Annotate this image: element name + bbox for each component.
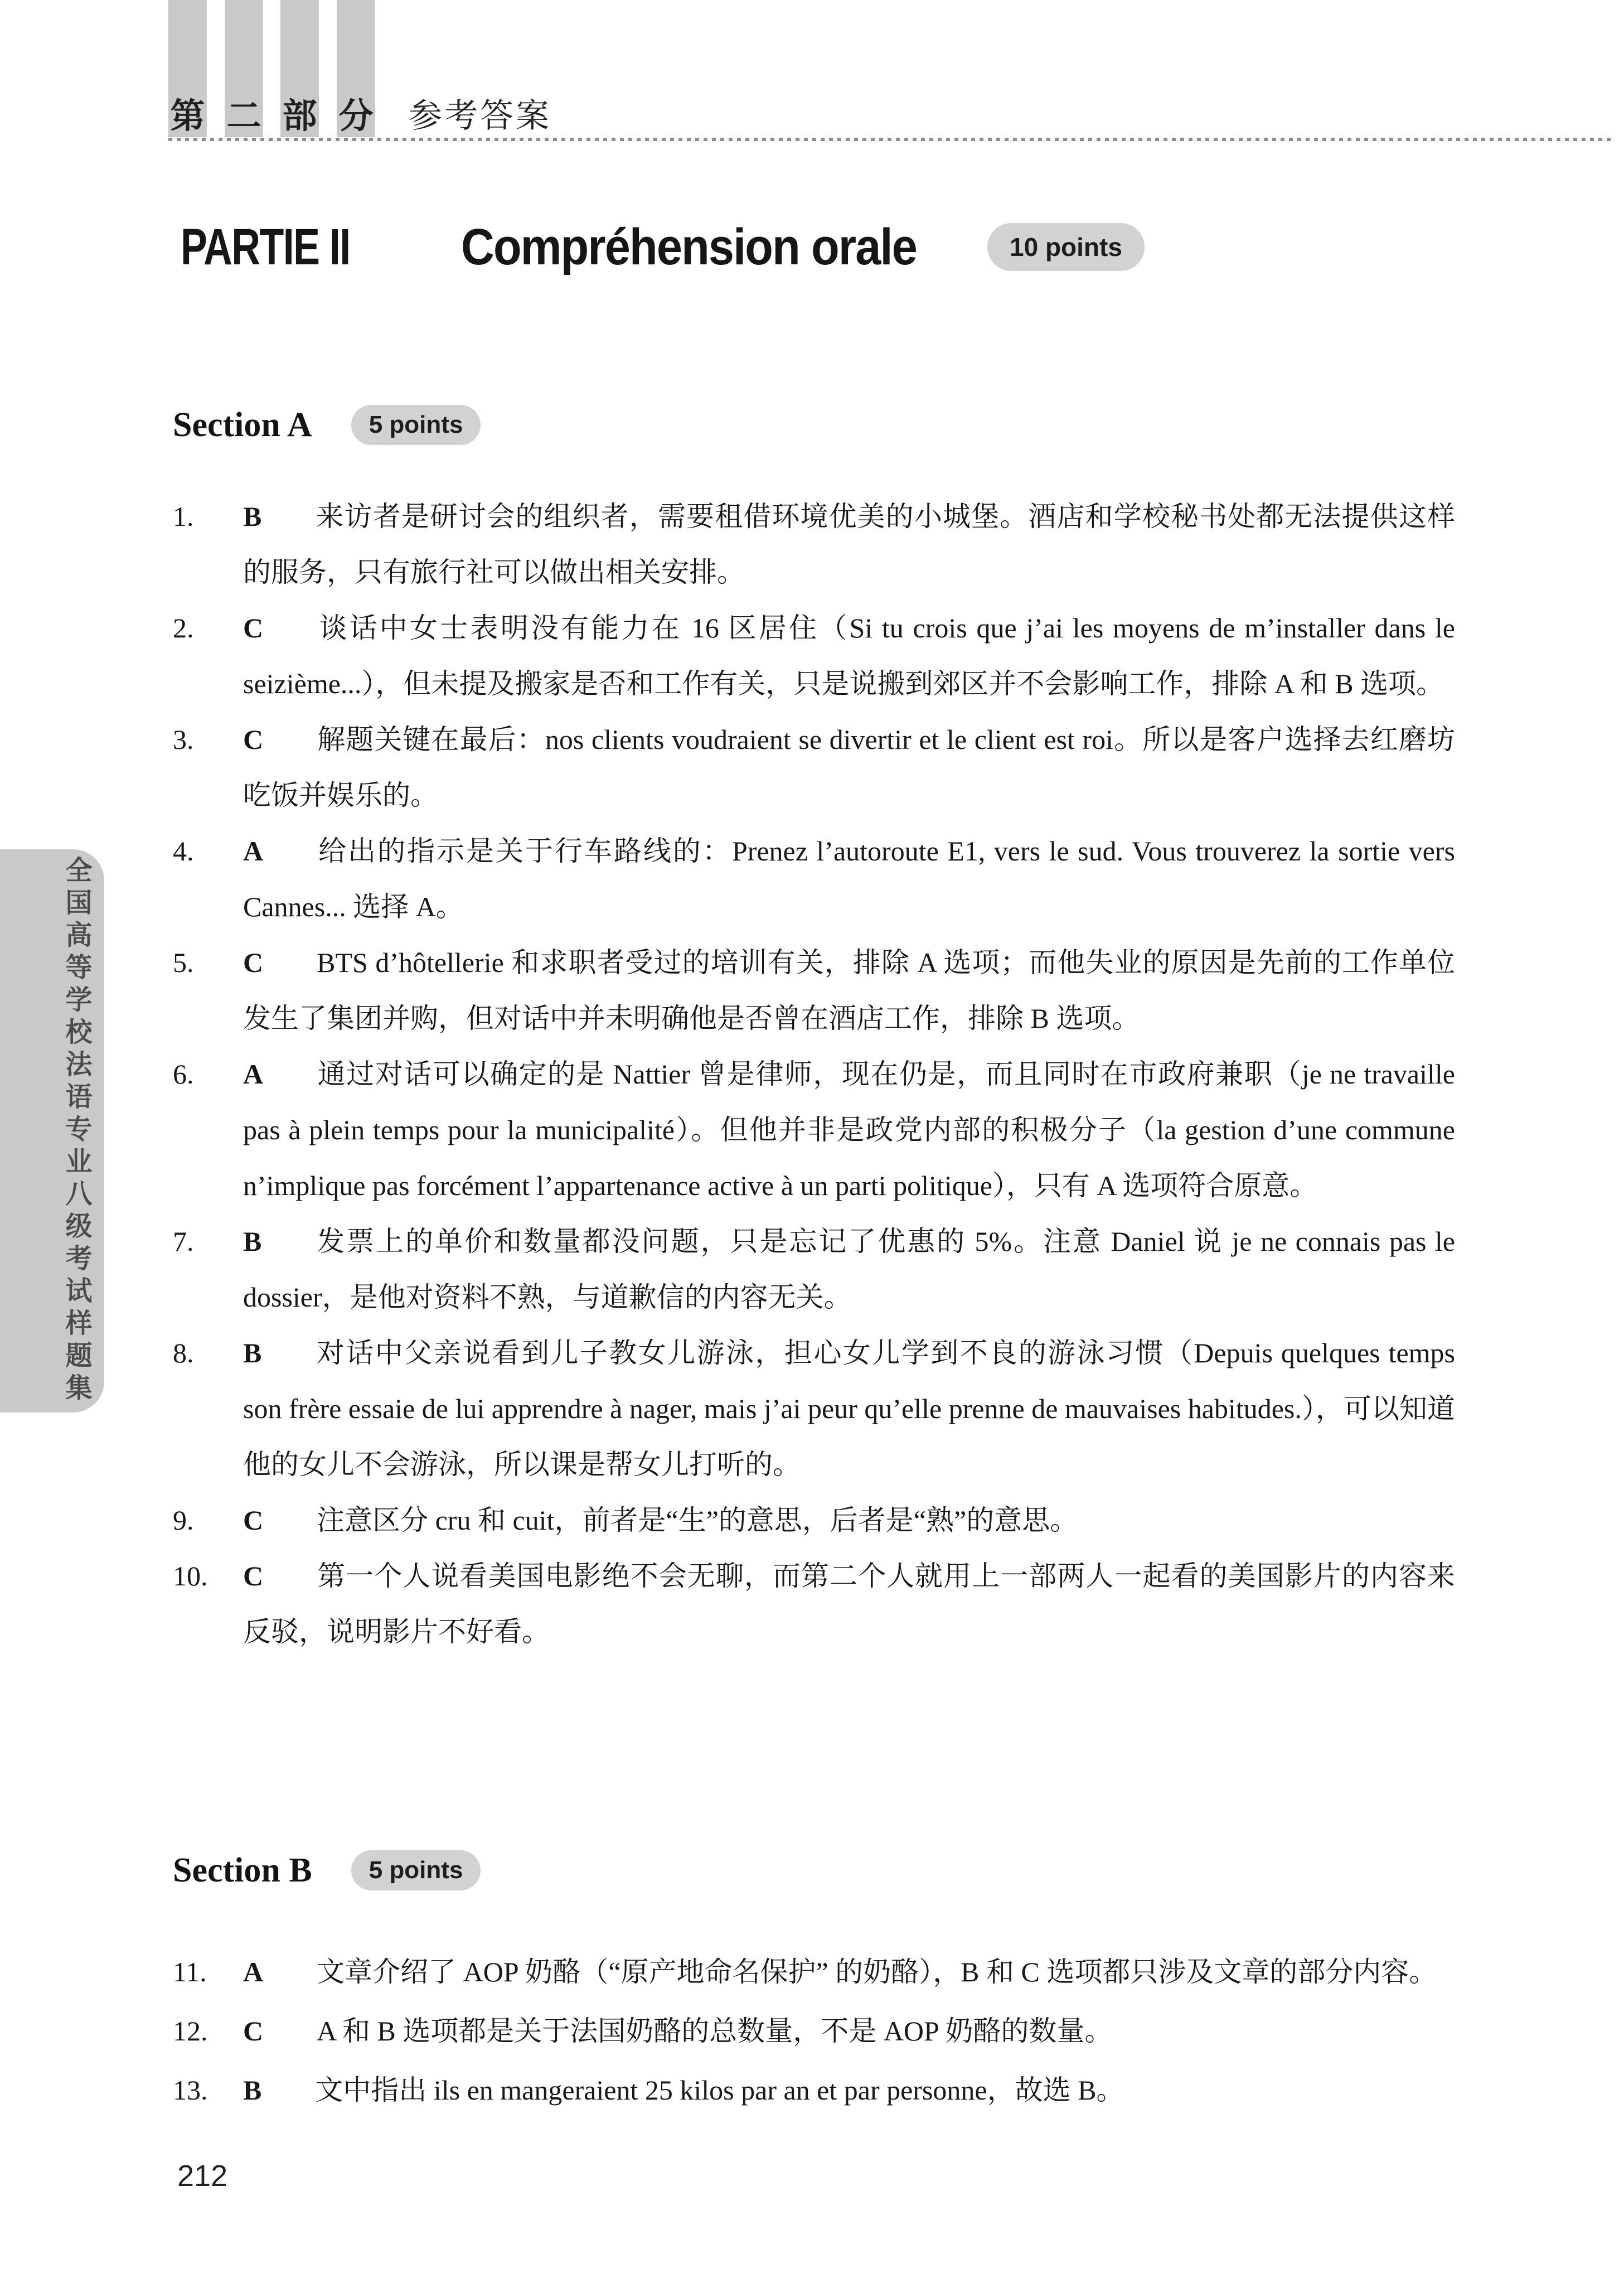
item-explanation: 文章介绍了 AOP 奶酪（“原产地命名保护” 的奶酪），B 和 C 选项都只涉及文章的部分内容。 <box>317 1956 1437 1988</box>
header-dotted-divider <box>168 138 1613 141</box>
sidebar-tab <box>0 849 104 1413</box>
item-body <box>243 823 1455 935</box>
answer-letter: C <box>243 2015 264 2047</box>
section-label: Section B <box>173 1851 312 1890</box>
item-number: 6. <box>173 1058 194 1090</box>
answer-letter: C <box>243 612 264 644</box>
item-body <box>243 1942 1455 2001</box>
item-number: 4. <box>173 835 194 867</box>
header-bar <box>337 0 375 137</box>
item-explanation: 给出的指示是关于行车路线的：Prenez l’autoroute E1, vers le sud. Vous trouverez la sortie vers Cannes... 选择 A。 <box>243 835 1455 923</box>
answer-letter: A <box>243 1956 264 1988</box>
answer-letter: B <box>243 2074 262 2106</box>
answer-section <box>173 1817 1455 2120</box>
item-explanation: 注意区分 cru 和 cuit，前者是“生”的意思，后者是“熟”的意思。 <box>317 1505 1078 1536</box>
title-points-badge: 10 points <box>987 223 1145 271</box>
item-number: 3. <box>173 724 194 756</box>
section-heading <box>173 1845 1455 1895</box>
header-part-char: 分 <box>338 97 374 136</box>
answer-item <box>173 2001 1455 2060</box>
answer-item <box>173 1548 1455 1660</box>
answer-item <box>173 1942 1455 2001</box>
item-body <box>243 712 1455 823</box>
item-body <box>243 488 1455 600</box>
header-part-char: 部 <box>282 97 317 136</box>
item-body <box>243 600 1455 712</box>
item-explanation: 发票上的单价和数量都没问题，只是忘记了优惠的 5%。注意 Daniel 说 je ne connais pas le dossier，是他对资料不熟，与道歉信的内容无关。 <box>243 1226 1455 1313</box>
page-title-part: PARTIE II <box>181 219 350 275</box>
item-body <box>243 935 1455 1046</box>
page-title <box>181 219 1455 275</box>
answer-item <box>173 1046 1455 1213</box>
header-subtitle: 参考答案 <box>409 97 551 134</box>
answer-item <box>173 712 1455 823</box>
item-number: 9. <box>173 1505 194 1536</box>
answer-item <box>173 1325 1455 1492</box>
answer-letter: A <box>243 835 264 867</box>
answer-list <box>173 1942 1455 2120</box>
answer-letter: C <box>243 947 264 979</box>
item-number: 7. <box>173 1226 194 1257</box>
answer-item <box>173 1213 1455 1325</box>
item-body <box>243 1046 1455 1213</box>
answer-letter: C <box>243 1560 264 1592</box>
item-number: 12. <box>173 2015 208 2047</box>
section-points-badge: 5 points <box>351 1850 481 1890</box>
section-label: Section A <box>173 406 312 444</box>
header-bar <box>280 0 319 137</box>
item-number: 1. <box>173 501 194 533</box>
item-explanation: 文中指出 ils en mangeraient 25 kilos par an et par personne，故选 B。 <box>315 2074 1124 2106</box>
header-bar <box>225 0 263 137</box>
answer-letter: B <box>243 1226 262 1257</box>
answer-letter: C <box>243 724 264 756</box>
page-number: 212 <box>177 2159 228 2193</box>
answer-item <box>173 488 1455 600</box>
item-body <box>243 2060 1455 2120</box>
item-explanation: 对话中父亲说看到儿子教女儿游泳，担心女儿学到不良的游泳习惯（Depuis quelques temps son frère essaie de lui apprendre à nager, mais j’ai peur qu’elle prenne de mauvaises habitudes.），可以知道他的女儿不会游泳，所以课是帮女儿打听的。 <box>243 1337 1455 1481</box>
header-part-char: 二 <box>226 97 261 136</box>
item-number: 11. <box>173 1956 207 1988</box>
header-part-char: 第 <box>170 97 205 136</box>
answer-letter: B <box>243 501 262 533</box>
item-explanation: 谈话中女士表明没有能力在 16 区居住（Si tu crois que j’ai les moyens de m’installer dans le seizième...），但未提及搬家是否和工作有关，只是说搬到郊区并不会影响工作，排除 A 和 B 选项。 <box>243 612 1455 700</box>
item-body <box>243 2001 1455 2060</box>
item-body <box>243 1548 1455 1660</box>
section-points-badge: 5 points <box>351 405 481 445</box>
section-heading <box>173 400 1455 450</box>
answer-item <box>173 935 1455 1046</box>
item-body <box>243 1213 1455 1325</box>
item-body <box>243 1325 1455 1492</box>
item-explanation: 通过对话可以确定的是 Nattier 曾是律师，现在仍是，而且同时在市政府兼职（je ne travaille pas à plein temps pour la municipalité）。但他并非是政党内部的积极分子（la gestion d’une commune n’implique pas forcément l’appartenance active à un parti politique），只有 A 选项符合原意。 <box>243 1058 1455 1202</box>
answer-item <box>173 600 1455 712</box>
item-number: 8. <box>173 1337 194 1369</box>
answer-letter: B <box>243 1337 262 1369</box>
header-bar <box>168 0 207 137</box>
item-number: 13. <box>173 2074 208 2106</box>
answer-letter: A <box>243 1058 264 1090</box>
item-explanation: 第一个人说看美国电影绝不会无聊，而第二个人就用上一部两人一起看的美国影片的内容来反驳，说明影片不好看。 <box>243 1560 1455 1648</box>
item-number: 2. <box>173 612 194 644</box>
answer-item <box>173 823 1455 935</box>
answer-list <box>173 488 1455 1660</box>
item-explanation: 来访者是研讨会的组织者，需要租借环境优美的小城堡。酒店和学校秘书处都无法提供这样的服务，只有旅行社可以做出相关安排。 <box>243 501 1455 588</box>
answer-item <box>173 1492 1455 1548</box>
item-explanation: 解题关键在最后：nos clients voudraient se divertir et le client est roi。所以是客户选择去红磨坊吃饭并娱乐的。 <box>243 724 1455 811</box>
item-number: 5. <box>173 947 194 979</box>
answer-section <box>173 371 1455 1660</box>
sidebar-vertical-title: 全国高等学校法语专业八级考试样题集 <box>61 856 91 1406</box>
item-number: 10. <box>173 1560 208 1592</box>
answer-item <box>173 2060 1455 2120</box>
item-explanation: A 和 B 选项都是关于法国奶酪的总数量，不是 AOP 奶酪的数量。 <box>317 2015 1113 2047</box>
item-explanation: BTS d’hôtellerie 和求职者受过的培训有关，排除 A 选项；而他失业的原因是先前的工作单位发生了集团并购，但对话中并未明确他是否曾在酒店工作，排除 B 选项。 <box>243 947 1455 1034</box>
answer-letter: C <box>243 1505 264 1536</box>
page-title-name: Compréhension orale <box>461 219 917 275</box>
item-body <box>243 1492 1455 1548</box>
